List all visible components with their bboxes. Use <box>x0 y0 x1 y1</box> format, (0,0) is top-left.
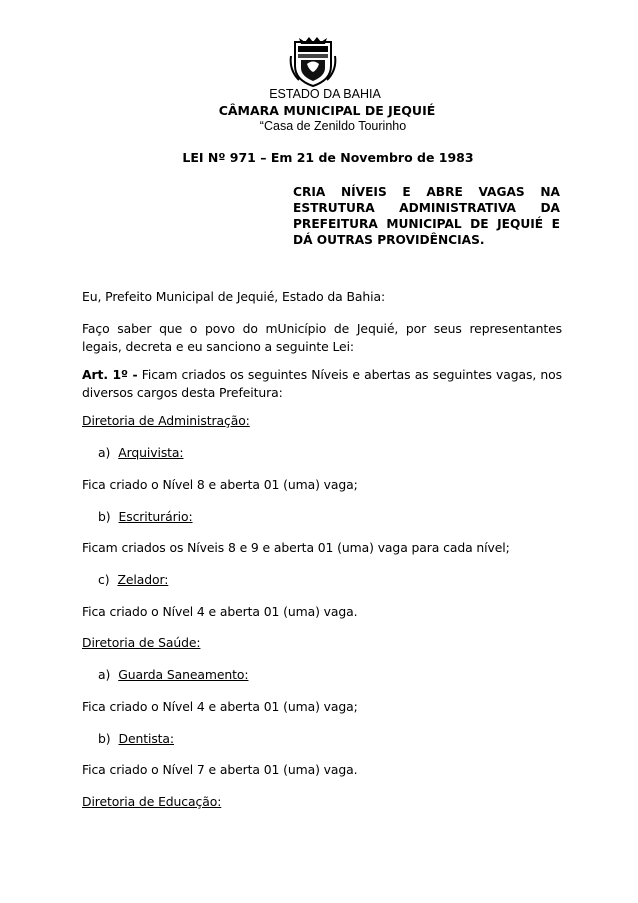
preamble-paragraph: Faço saber que o povo do mUnicípio de Jequié, por seus representantes legais, decreta e eu sanciono a seguinte Lei: <box>82 321 562 354</box>
list-item: a) Arquivista: <box>98 445 184 460</box>
position-name: Zelador: <box>117 572 169 587</box>
section-title-administracao: Diretoria de Administração: <box>82 413 250 428</box>
position-detail: Fica criado o Nível 7 e aberta 01 (uma) vaga. <box>82 762 358 777</box>
position-detail: Fica criado o Nível 4 e aberta 01 (uma) vaga. <box>82 604 358 619</box>
position-detail: Fica criado o Nível 4 e aberta 01 (uma) vaga; <box>82 699 358 714</box>
municipal-crest-icon <box>289 36 337 88</box>
article-1-label: Art. 1º - <box>82 367 138 382</box>
list-item: b) Escriturário: <box>98 509 193 524</box>
position-name: Arquivista: <box>118 445 184 460</box>
list-item: a) Guarda Saneamento: <box>98 667 249 682</box>
article-1 <box>82 366 562 401</box>
section-title-educacao: Diretoria de Educação: <box>82 794 222 809</box>
position-detail: Fica criado o Nível 8 e aberta 01 (uma) vaga; <box>82 477 358 492</box>
position-detail: Ficam criados os Níveis 8 e 9 e aberta 01 (uma) vaga para cada nível; <box>82 540 510 555</box>
chamber-name: CÂMARA MUNICIPAL DE JEQUIÉ <box>218 103 436 118</box>
position-name: Escriturário: <box>118 509 193 524</box>
state-name: ESTADO DA BAHIA <box>269 87 381 101</box>
list-item: b) Dentista: <box>98 731 174 746</box>
list-item: c) Zelador: <box>98 572 169 587</box>
intro-paragraph: Eu, Prefeito Municipal de Jequié, Estado da Bahia: <box>82 289 386 304</box>
law-title: LEI Nº 971 – Em 21 de Novembro de 1983 <box>182 150 474 165</box>
section-title-saude: Diretoria de Saúde: <box>82 635 201 650</box>
article-1-text: Ficam criados os seguintes Níveis e abertas as seguintes vagas, nos diversos cargos desta Prefeitura: <box>82 367 563 400</box>
house-subtitle: “Casa de Zenildo Tourinho <box>259 119 407 133</box>
law-summary: CRIA NÍVEIS E ABRE VAGAS NA ESTRUTURA ADMINISTRATIVA DA PREFEITURA MUNICIPAL DE JEQUIÉ E DÁ OUTRAS PROVIDÊNCIAS. <box>293 185 560 247</box>
position-name: Guarda Saneamento: <box>118 667 249 682</box>
position-name: Dentista: <box>118 731 174 746</box>
